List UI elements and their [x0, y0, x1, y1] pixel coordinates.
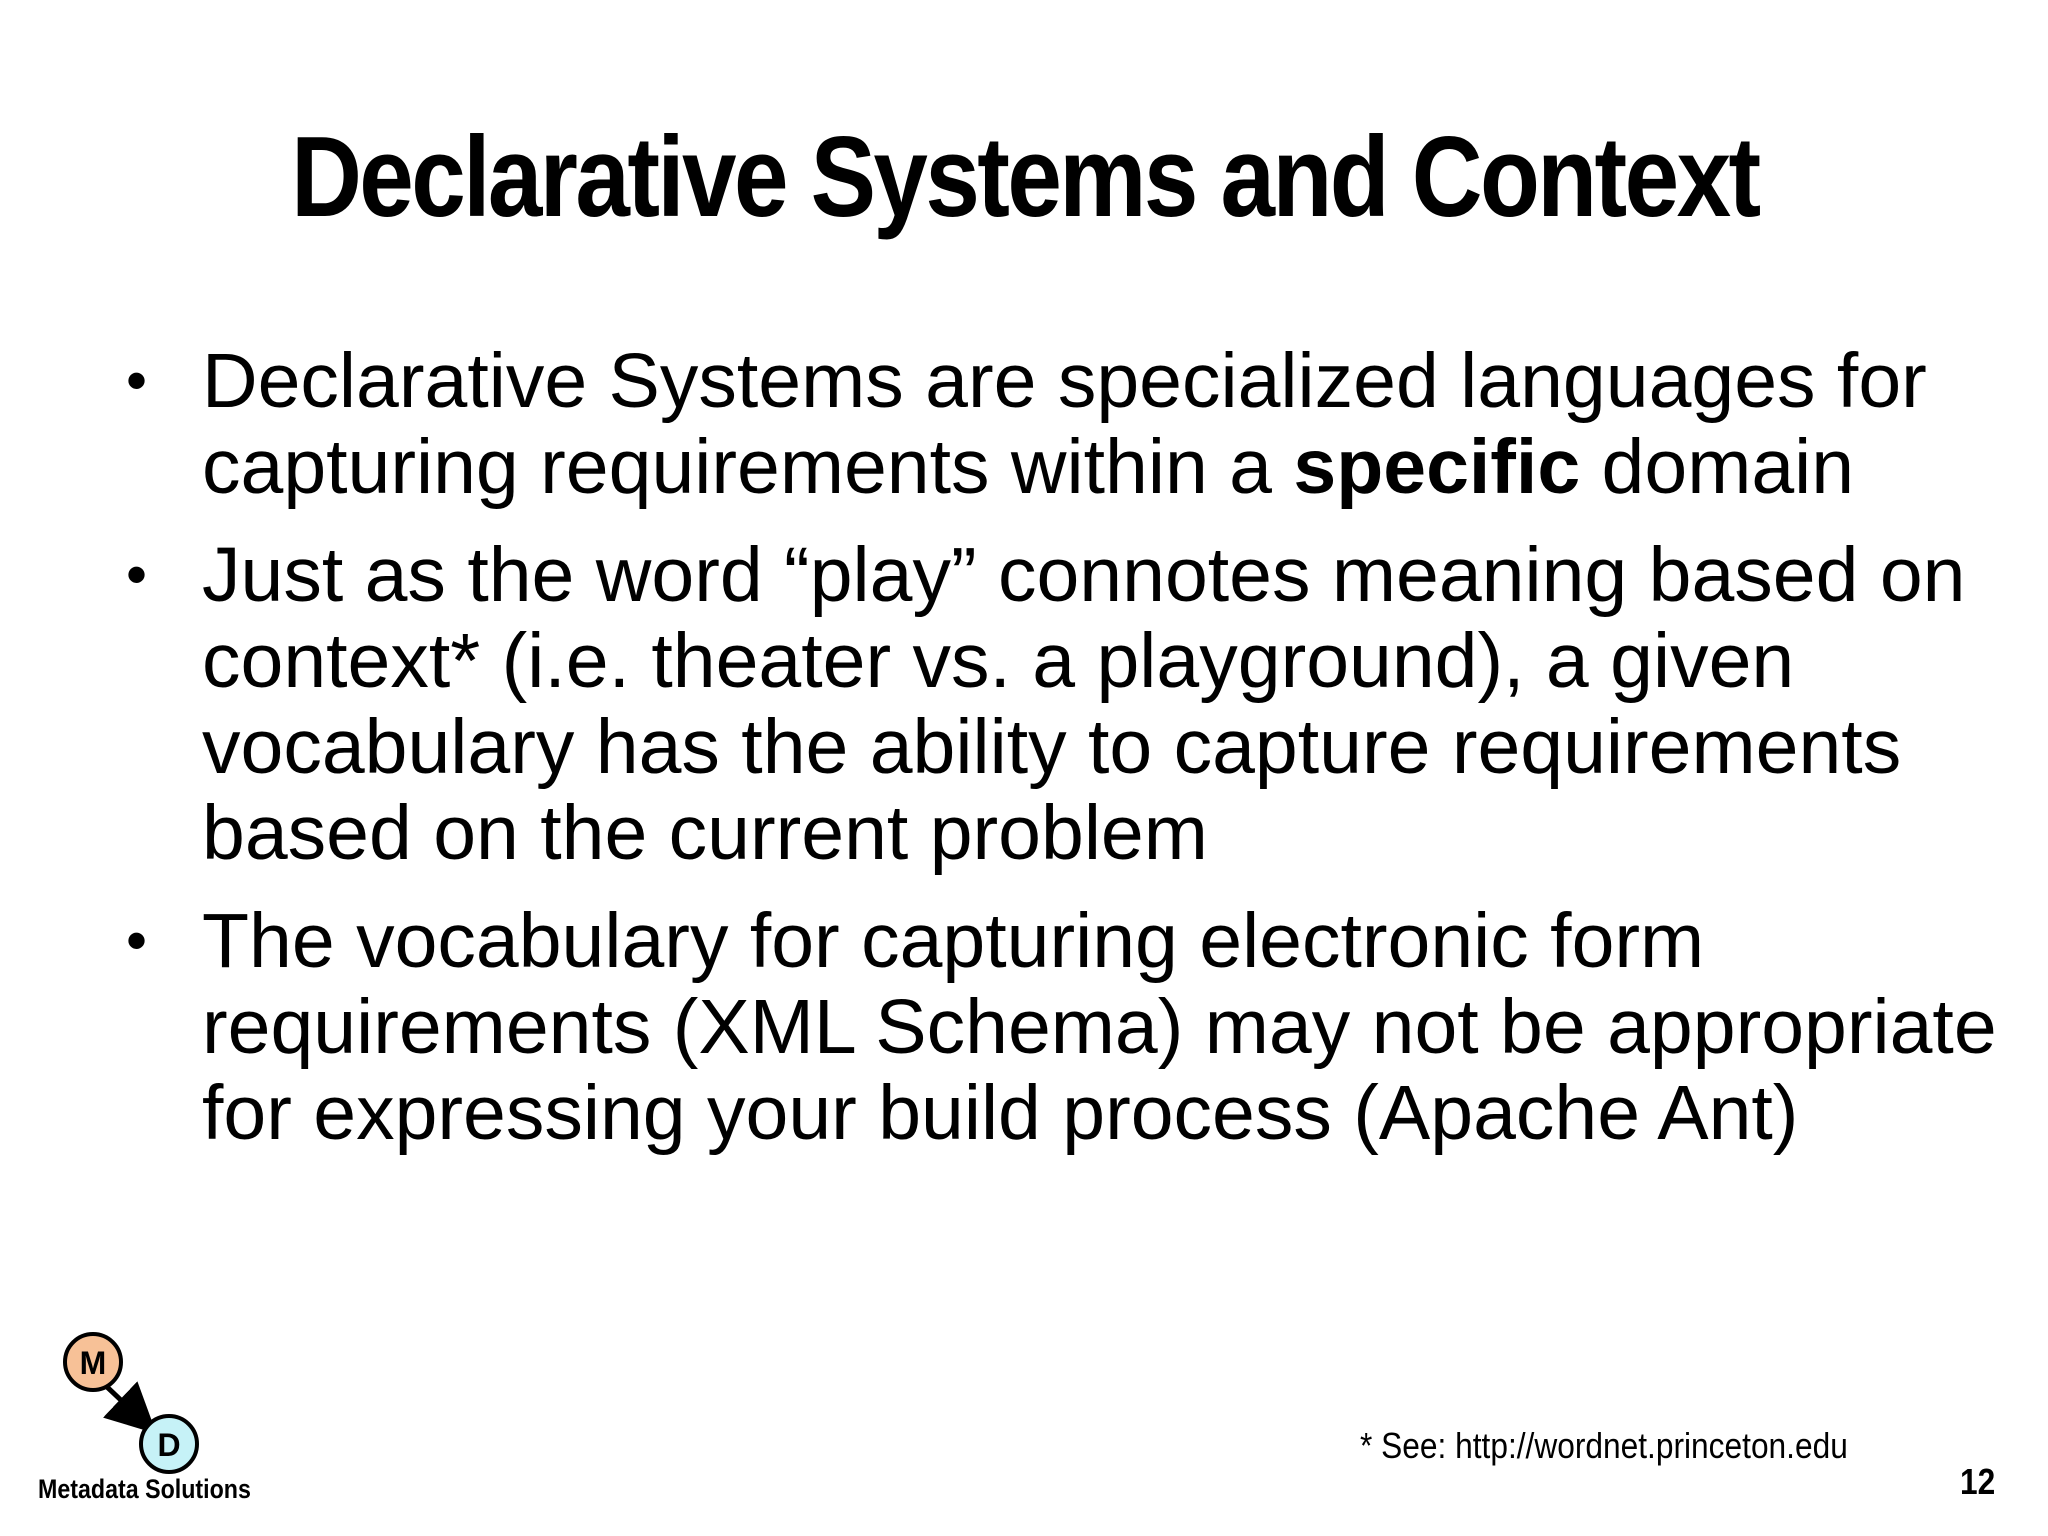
bullet-list — [120, 338, 2000, 1178]
bullet-text: Just as the word “play” connotes meaning based on context* (i.e. theater vs. a playground), a given vocabulary has the ability to capture requirements based on the current problem — [202, 532, 1966, 876]
company-name: Metadata Solutions — [38, 1474, 251, 1504]
bullet-icon: • — [126, 907, 148, 974]
arrow-icon — [106, 1386, 142, 1420]
bullet-text: The vocabulary for capturing electronic form requirements (XML Schema) may not be appropriate for expressing your build process (Apache Ant) — [202, 898, 1997, 1156]
bullet-icon: • — [126, 347, 148, 414]
slide-title: Declarative Systems and Context — [291, 114, 1759, 241]
bullet-item — [120, 898, 2000, 1156]
bullet-text-bold: specific — [1293, 424, 1581, 510]
page-number: 12 — [1960, 1461, 1996, 1502]
logo-graphic — [30, 1320, 270, 1480]
bullet-text: domain — [1580, 424, 1855, 510]
bullet-item — [120, 532, 2000, 876]
company-logo — [30, 1320, 270, 1520]
logo-node-d-label: D — [157, 1427, 181, 1463]
footnote: * See: http://wordnet.princeton.edu — [1360, 1425, 1848, 1466]
bullet-item — [120, 338, 2000, 510]
bullet-icon: • — [126, 541, 148, 608]
logo-node-m-label: M — [79, 1345, 107, 1381]
bullet-text: Declarative Systems are specialized languages for capturing requirements within a — [202, 338, 1927, 510]
